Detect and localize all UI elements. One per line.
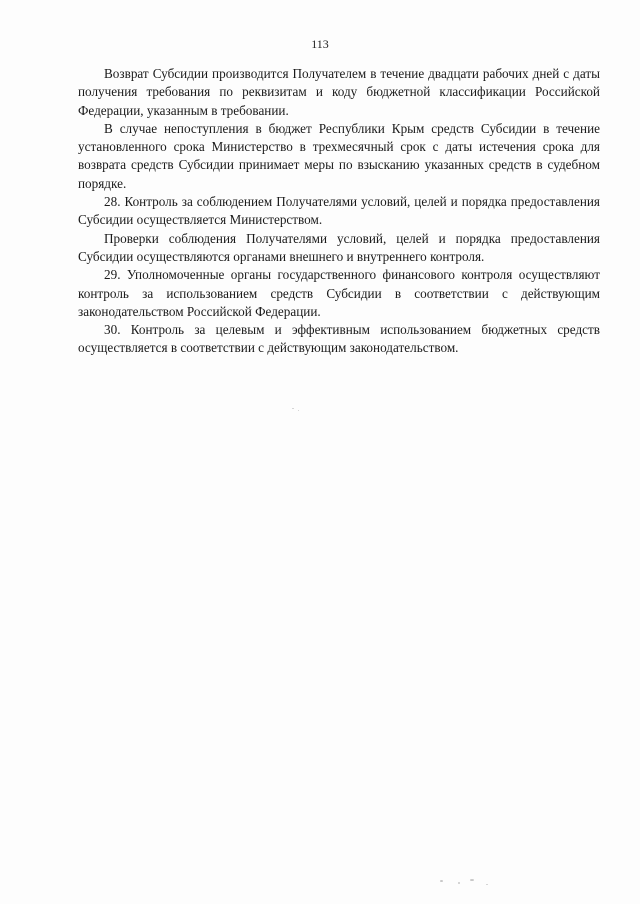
document-body [78,65,600,358]
scan-speck [486,884,488,885]
paragraph-30-budget-control: 30. Контроль за целевым и эффективным использованием бюджетных средств осуществляется в соответствии с действующим законодательством. [78,322,600,356]
scan-speck [458,882,460,884]
scan-speck [292,408,294,409]
paragraph-non-receipt: В случае непоступления в бюджет Республики Крым средств Субсидии в течение установленного срока Министерство в трехмесячный срок с даты истечения срока для возврата средств Субсидии принимает меры по взысканию указанных средств в судебном порядке. [78,120,600,191]
paragraph-28-control: 28. Контроль за соблюдением Получателями условий, целей и порядка предоставления Субсидии осуществляется Министерством. [78,194,600,228]
paragraph-29-authorized-bodies: 29. Уполномоченные органы государственного финансового контроля осуществляют контроль за использованием средств Субсидии в соответствии с действующим законодательством Российской Федерации. [78,267,600,319]
paragraph-inspections: Проверки соблюдения Получателями условий, целей и порядка предоставления Субсидии осуществляются органами внешнего и внутреннего контроля. [78,230,600,264]
scan-speck [440,880,443,882]
scan-speck [298,410,299,411]
paragraph-subsidy-return: Возврат Субсидии производится Получателем в течение двадцати рабочих дней с даты получения требования по реквизитам и коду бюджетной классификации Российской Федерации, указанным в требовании. [78,66,600,118]
scan-speck [470,879,474,881]
page-number: 113 [311,37,329,51]
